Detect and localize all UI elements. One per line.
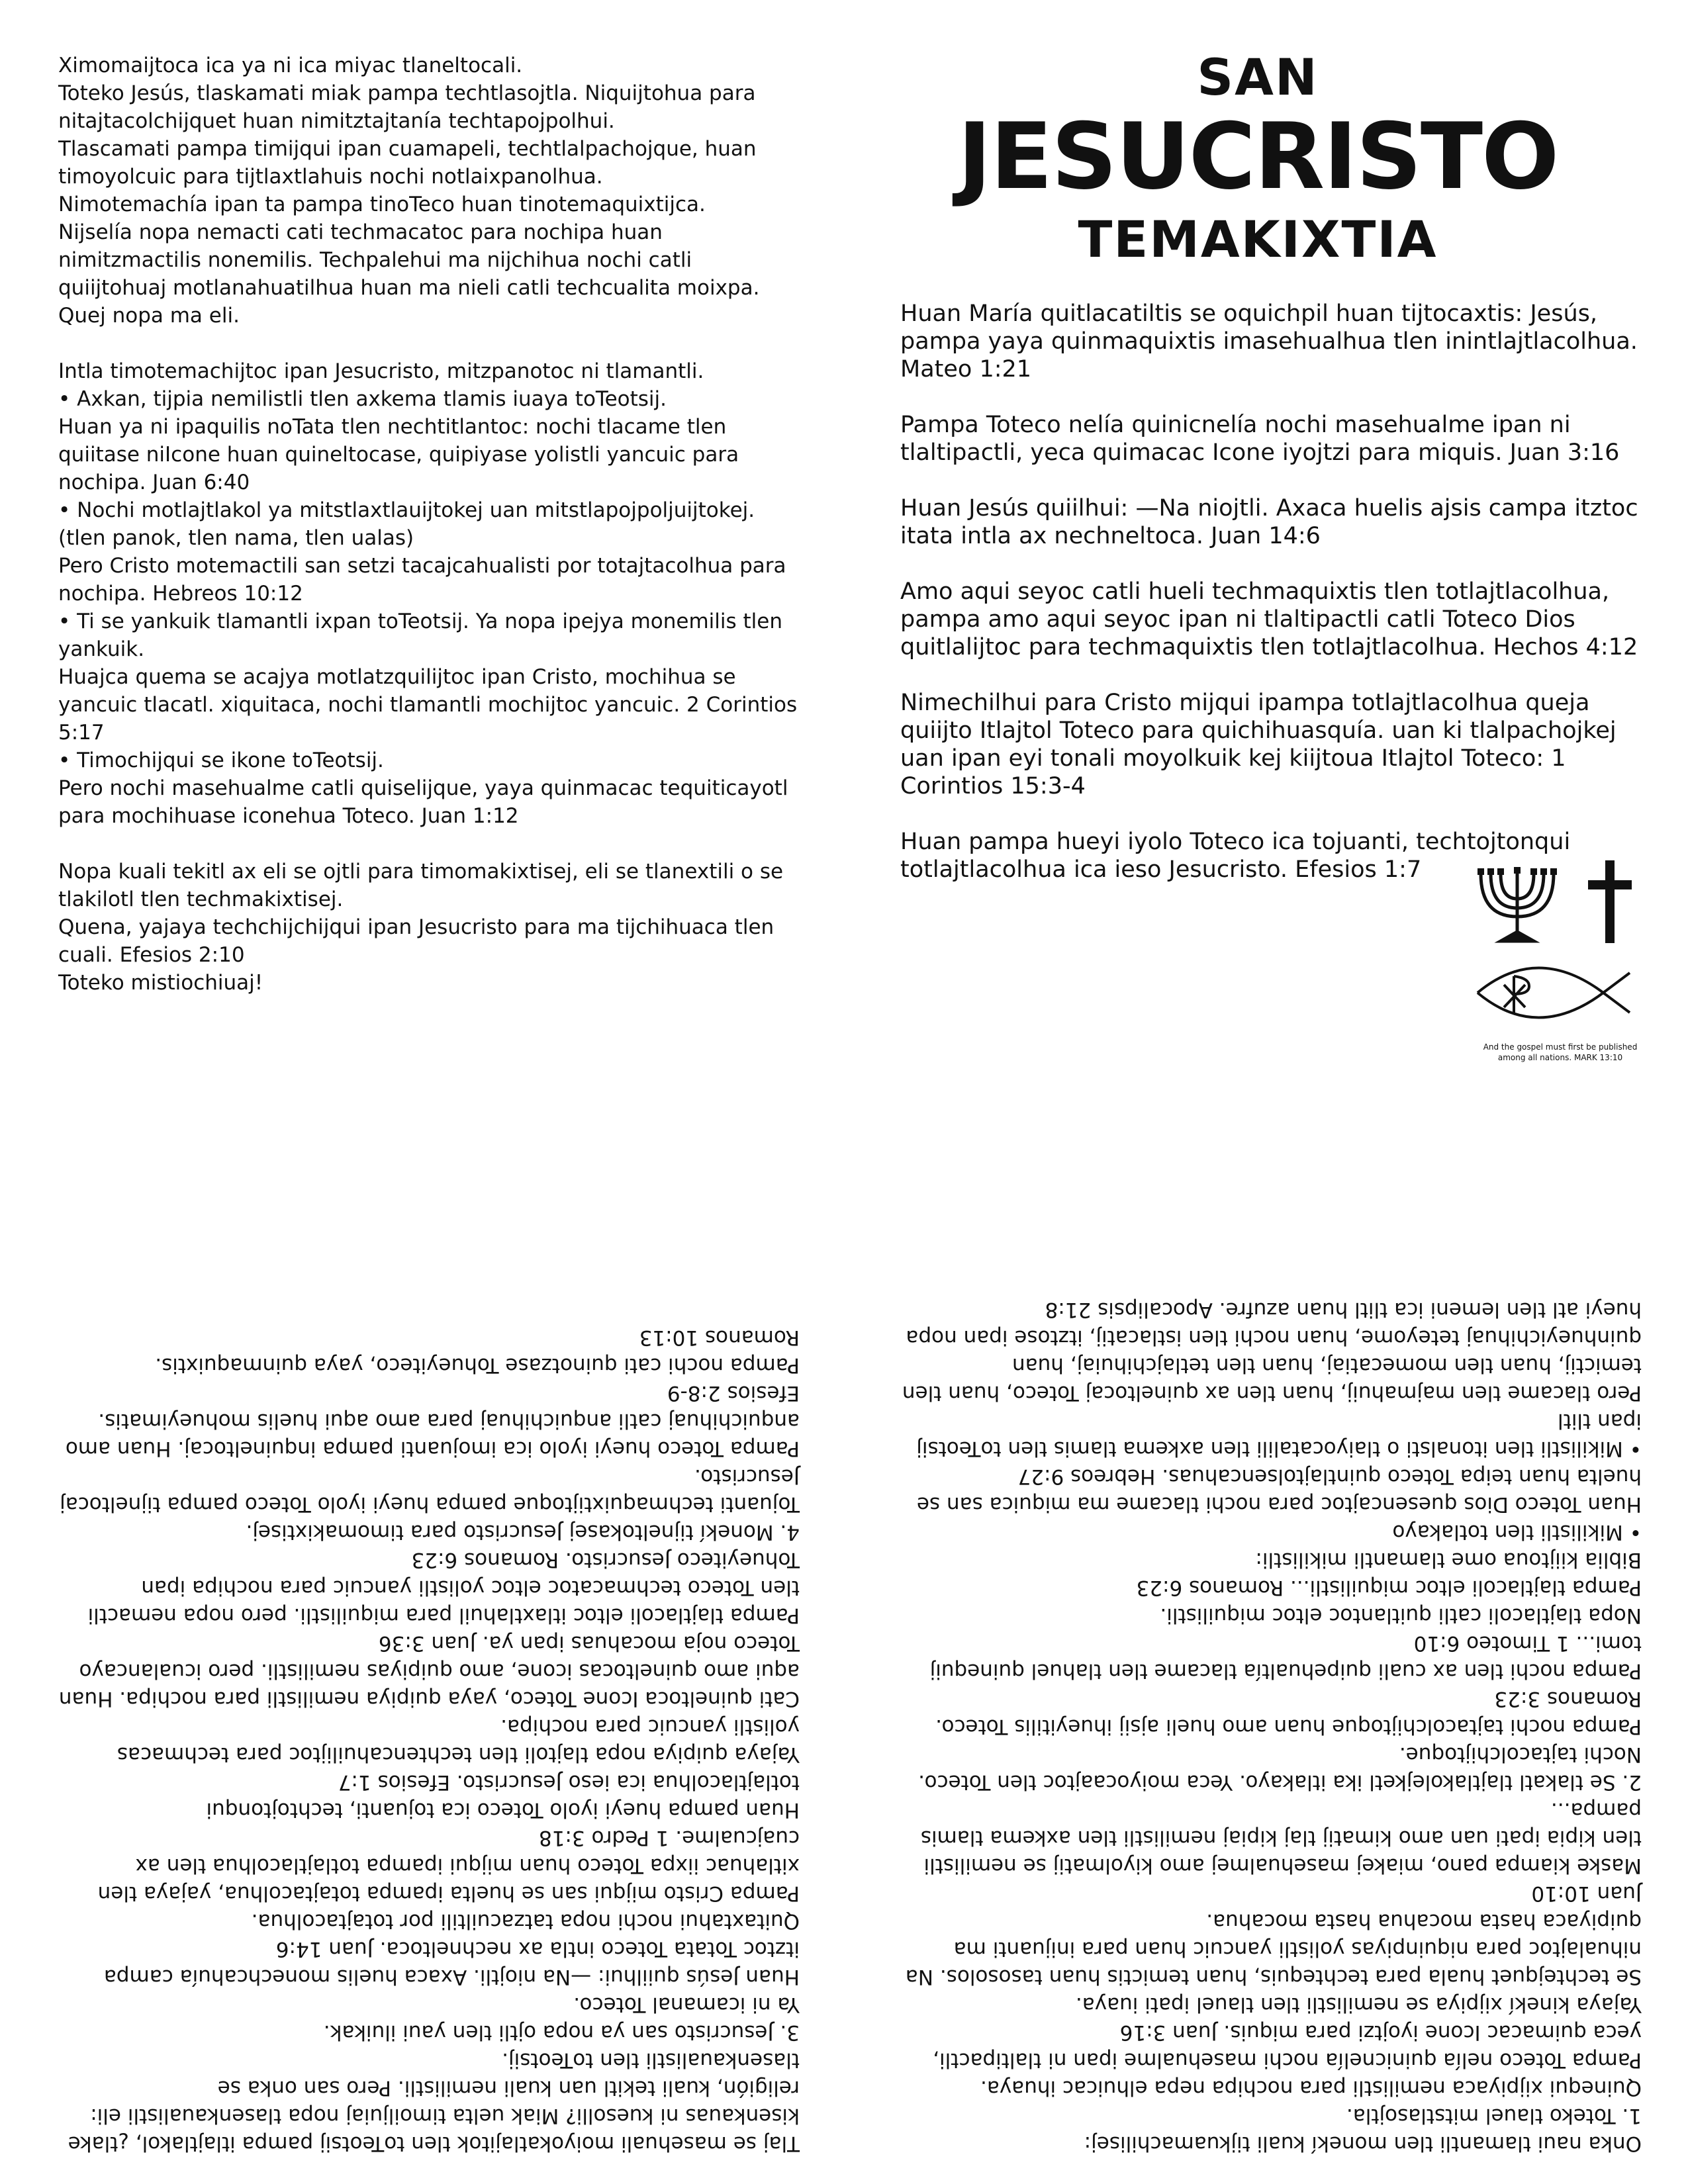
religious-symbols [1471,854,1650,1079]
salvation-steps-3-4: Tlaj se masehuali moiyokatlajitok tlen toTeotsij pampa itlajtlakol, ¿tlake kisenkauas ni kuesolli? Miak uelta timoiljuiaj nopa tlasenkaualistli eli: religión, kuali tekitl uan kuali nemilistli. Pero san onka se tlasenkaualistli tlen toTeotsij. 3. Jesucristo san ya nopa ojtli tlen yaui iluikak. Ya ni icamanal Toteco. Huan Jesús quiilhui: —Na niojtli. Axaca huelis monechcahuía campa itztoc Totata Toteco intla ax nechneltoca. Juan 14:6 Quitaxtahui nochi nopa tatzacuiltili por totajtacolhua. Pampa Cristo mijqui san se huelta ipampa totajtacolhua, yajaya tlen xitlahuac iixpa Toteco huan mijqui ipampa totlajtlacolhua tlen ax cuajcualme. 1 Pedro 3:18 Huan pampa hueyi iyolo Toteco ica tojuanti, techtojtonqui totlajtlacolhua ica ieso Jesucristo. Efesios 1:7 Yajaya quipiya nopa tlajtoli tlen techtencahuilijtoc para techmacas yolistli yancuic para nochipa. Cati quineltoca Icone Toteco, yaya quipiya nemilistli para nochipa. Huan aqui amo quineltocas icone, amo quipiyas nemilistli. pero icualancayo Toteco noja mocahuas ipan ya. Juan 3:36 Pampa tlajtlacoli eltoc itlaxtlahuil para miquilistli. pero nopa nemactli tlen Toteco techmacatoc eltoc yolistli yancuic para nochipa ipan Tohueyiteco Jesucristo. Romanos 6:23 4. Monekí tijneltokasej Jesucristo para timomakixtisej. Tojuanti techmaquixtijtoque pampa hueyi iyolo Toteco pampa tijneltocaj Jesucristo. Pampa Toteco hueyi iyolo ica imojuanti pampa inquineltocaj. Huan amo anquichihuaj catli anquichihuaj para amo aqui huelis mohueyimatis. Efesios 2:8-9 Pampa nochi cati quinotzase Tohueyiteco, yaya quinmaquixtis. Romanos 10:13 [58,1326,800,2156]
cross-icon [1588,860,1632,943]
prayer-text: Ximomaijtoca ica ya ni ica miyac tlaneltocali. Toteko Jesús, tlaskamati miak pampa techtlasojtla. Niquijtohua para nitajtacolchijquet huan nimitztajtanía techtapojpolhui. Tlascamati pampa timijqui ipan cuamapeli, techtlalpachojque, huan timoyolcuic para tijtlaxtlahuis nochi notlaixpanolhua. Nimotemachía ipan ta pampa tinoTeco huan tinotemaquixtijca. Nijselía nopa nemacti cati techmacatoc para nochipa huan nimitzmactilis nonemilis. Techpalehui ma nijchihua nochi catli quiijtohuaj motlanahuatilhua huan ma nieli catli techcualita moixpa. Quej nopa ma eli. Intla timotemachijtoc ipan Jesucristo, mitzpanotoc ni tlamantli. • Axkan, tijpia nemilistli tlen axkema tlamis iuaya toTeotsij. Huan ya ni ipaquilis noTata tlen nechtitlantoc: nochi tlacame tlen quiitase niIcone huan quineltocase, quipiyase yolistli yancuic para nochipa. Juan 6:40 • Nochi motlajtlakol ya mitstlaxtlauijtokej uan mitstlapojpoljuijtokej. (tlen panok, tlen nama, tlen ualas) Pero Cristo motemactili san setzi tacajcahualisti por totajtacolhua para nochipa. Hebreos 10:12 • Ti se yankuik tlamantli ixpan toTeotsij. Ya nopa ipejya monemilis tlen yankuik. Huajca quema se acajya motlatzquilijtoc ipan Cristo, mochihua se yancuic tlacatl. xiquitaca, nochi tlamantli mochijtoc yancuic. 2 Corintios 5:17 • Timochijqui se ikone toTeotsij. Pero nochi masehualme catli quiselijque, yaya quinmacac tequiticayotl para mochihuase iconehua Toteco. Juan 1:12 Nopa kuali tekitl ax eli se ojtli para timomakixtisej, eli se tlanextili o se tlakilotl tlen techmakixtisej. Quena, yajaya techchijchijqui ipan Jesucristo para ma tijchihuaca tlen cuali. Efesios 2:10 Toteko mistiochiuaj! [58,54,798,995]
panel-bottom-right [880,1125,1642,2158]
chi-rho-icon [1504,976,1529,1013]
panel-top-left [58,52,800,1058]
verse-list: Huan María quitlacatiltis se oquichpil huan tijtocaxtis: Jesús, pampa yaya quinmaquixtis imasehualhua tlen inintlajtlacolhua. Mateo 1:21 Pampa Toteco nelía quinicnelía nochi masehualme ipan ni tlaltipactli, yeca quimacac Icone iyojtzi para miquis. Juan 3:16 Huan Jesús quiilhui: —Na niojtli. Axaca huelis ajsis campa itztoc itata intla ax nechneltoca. Juan 14:6 Amo aqui seyoc catli hueli techmaquixtis tlen totlajtlacolhua, pampa amo aqui seyoc ipan ni tlaltipactli catli Toteco Dios quitlalijtoc para techmaquixtis tlen totlajtlacolhua. Hechos 4:12 Nimechilhui para Cristo mijqui ipampa totlajtlacolhua queja quiijto Itlajtol Toteco para quichihuasquía. uan ki tlalpachojkej uan ipan eyi tonali moyolkuik kej kiijtoua Itlajtol Toteco: 1 Corintios 15:3-4 Huan pampa hueyi iyolo Toteco ica tojuanti, techtojtonqui totlajtlacolhua ica ieso Jesucristo. Efesios 1:7 [900,300,1638,883]
symbols-caption: And the gospel must first be published among all nations. MARK 13:10 [1483,1042,1638,1062]
salvation-steps-1-2: Onka naui tlamantli tlen monekí kuali tijkuamachilisej: 1. Toteko tlauel mitstlasojtla. Quinequi xijpiyaca nemilistli para nochipa nepa elhuicac ihuaya. Pampa Toteco nelía quinicnelía nochi masehualme ipan ni tlaltipactli, yeca quimacac Icone iyojtzi para miquis. Juan 3:16 Yajaya kinekí xijpiya se nemilistli tlen tlauel ipati iuaya. Se techtejquet huala para techtequis, huan temictis huan tasosolos. Na nihualajtoc para niquinpiyas yolistli yancuic huan para inijuanti ma quipiyaca hasta mocahua hasta mocahua. Juan 10:10 Maske kiampa pano, miakej masehualmej amo kiyolmatij se nemilistli tlen kipia ipati uan amo kimatij tlaj kipiaj nemilistli tlen axkema tlamis pampa... 2. Se tlakatl tlajtlakolejketl ika itlakayo. Yeca moiyocaajtoc tlen Toteco. Nochi tajtacolchijtoque. Pampa nochi tajtacolchijtoque huan amo hueli ajsij ihueyitilis Toteco. Romanos 3:23 Pampa nochi tlen ax cuali quipehualtía tlacame tlen tlahuel quinequij tomi... 1 Timoteo 6:10 Nopa tlajtlacoli catli quitlantoc eltoc miquilistli. Pampa tlajtlacoli eltoc miquilistli... Romanos 6:23 Biblia kiijtoua ome tlamantli mikilistli: • Mikilistli tlen totlakayo Huan Toteco Dios quesencajtoc para nochi tlacame ma miquica san se huelta huan teipa Toteco quintlajtolsencahuas. Hebreos 9:27 • Mikilistli tlen itonalsti o tlaiyocatalili tlen axkema tlamis tlen toTeotsij ipan tlitl Pero tlacame tlen majmahuij, huan tlen ax quineltocaj Toteco, huan tlen temictij, huan tlen momecatiaj, huan tlen tetlajchihuiaj, huan quinhueyichihuaj teteyome, huan nochi tlen istlacatij, itztose ipan nopa hueyi atl tlen lemeni ica tlitl huan azufre. Apocalipsis 21:8 [902,1298,1642,2156]
tract-title [861,48,1655,273]
title-line-3: TEMAKIXTIA [1078,210,1438,269]
panel-bottom-left [58,1125,800,2158]
ichthys-fish-icon [1477,968,1630,1018]
title-line-2: JESUCRISTO [957,103,1558,210]
panel-top-right [861,40,1655,1072]
menorah-icon [1477,867,1557,941]
title-line-1: SAN [1197,48,1319,107]
symbols-graphic [1471,854,1650,1039]
